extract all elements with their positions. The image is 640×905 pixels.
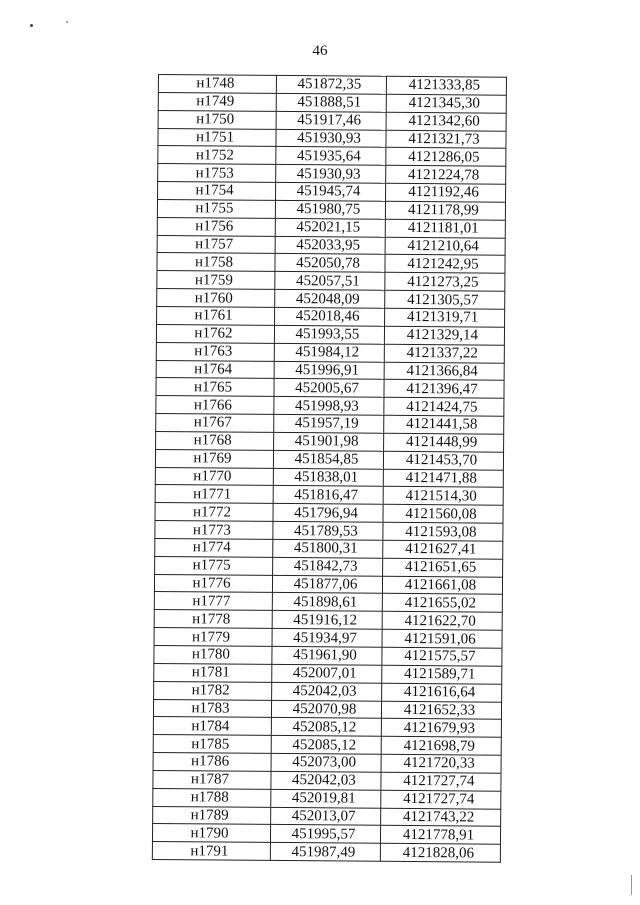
x-coordinate-cell: 451854,85 — [273, 450, 383, 469]
x-coordinate-cell: 452018,46 — [275, 307, 385, 326]
x-coordinate-cell: 452033,95 — [275, 236, 385, 255]
x-coordinate-cell: 451816,47 — [273, 486, 383, 505]
point-id-cell: н1750 — [158, 110, 276, 129]
point-id-cell: н1773 — [155, 521, 273, 540]
x-coordinate-cell: 452019,81 — [271, 789, 381, 808]
point-id-cell: н1783 — [153, 699, 271, 718]
x-coordinate-cell: 451930,93 — [276, 129, 386, 148]
y-coordinate-cell: 4121337,22 — [384, 344, 504, 363]
point-id-cell: н1752 — [158, 146, 276, 165]
x-coordinate-cell: 451888,51 — [276, 93, 386, 112]
x-coordinate-cell: 452007,01 — [272, 664, 382, 683]
point-id-cell: н1777 — [154, 592, 272, 611]
x-coordinate-cell: 451901,98 — [274, 432, 384, 451]
y-coordinate-cell: 4121593,08 — [383, 522, 503, 541]
point-id-cell: н1754 — [158, 182, 276, 201]
point-id-cell: н1780 — [154, 645, 272, 664]
y-coordinate-cell: 4121727,74 — [381, 772, 501, 791]
y-coordinate-cell: 4121698,79 — [381, 736, 501, 755]
y-coordinate-cell: 4121651,65 — [383, 558, 503, 577]
point-id-cell: н1763 — [156, 342, 274, 361]
x-coordinate-cell: 451789,53 — [273, 522, 383, 541]
point-id-cell: н1757 — [157, 235, 275, 254]
point-id-cell: н1755 — [157, 199, 275, 218]
x-coordinate-cell: 451961,90 — [272, 646, 382, 665]
y-coordinate-cell: 4121616,64 — [382, 683, 502, 702]
y-coordinate-cell: 4121514,30 — [383, 487, 503, 506]
x-coordinate-cell: 451993,55 — [274, 325, 384, 344]
y-coordinate-cell: 4121273,25 — [385, 273, 505, 292]
y-coordinate-cell: 4121396,47 — [384, 380, 504, 399]
x-coordinate-cell: 452048,09 — [275, 290, 385, 309]
y-coordinate-cell: 4121366,84 — [384, 362, 504, 381]
point-id-cell: н1786 — [153, 753, 271, 772]
y-coordinate-cell: 4121589,71 — [382, 665, 502, 684]
point-id-cell: н1779 — [154, 628, 272, 647]
y-coordinate-cell: 4121210,64 — [385, 237, 505, 256]
y-coordinate-cell: 4121319,71 — [385, 308, 505, 327]
x-coordinate-cell: 451872,35 — [276, 75, 386, 94]
y-coordinate-cell: 4121345,30 — [386, 94, 506, 113]
y-coordinate-cell: 4121178,99 — [385, 201, 505, 220]
scan-speck — [66, 21, 68, 23]
coordinates-table — [152, 74, 507, 863]
x-coordinate-cell: 451916,12 — [272, 611, 382, 630]
y-coordinate-cell: 4121448,99 — [384, 433, 504, 452]
point-id-cell: н1772 — [155, 503, 273, 522]
point-id-cell: н1774 — [155, 538, 273, 557]
x-coordinate-cell: 452042,03 — [271, 771, 381, 790]
x-coordinate-cell: 451877,06 — [272, 575, 382, 594]
y-coordinate-cell: 4121305,57 — [385, 290, 505, 309]
x-coordinate-cell: 451930,93 — [276, 165, 386, 184]
point-id-cell: н1762 — [156, 324, 274, 343]
point-id-cell: н1788 — [153, 788, 271, 807]
x-coordinate-cell: 451957,19 — [274, 414, 384, 433]
y-coordinate-cell: 4121622,70 — [382, 612, 502, 631]
y-coordinate-cell: 4121720,33 — [381, 754, 501, 773]
point-id-cell: н1764 — [156, 360, 274, 379]
point-id-cell: н1782 — [154, 681, 272, 700]
y-coordinate-cell: 4121453,70 — [383, 451, 503, 470]
y-coordinate-cell: 4121560,08 — [383, 505, 503, 524]
coordinates-table-body — [152, 75, 506, 863]
x-coordinate-cell: 451996,91 — [274, 361, 384, 380]
point-id-cell: н1748 — [158, 75, 276, 94]
point-id-cell: н1756 — [157, 217, 275, 236]
x-coordinate-cell: 451984,12 — [274, 343, 384, 362]
y-coordinate-cell: 4121329,14 — [384, 326, 504, 345]
point-id-cell: н1771 — [155, 485, 273, 504]
y-coordinate-cell: 4121591,06 — [382, 629, 502, 648]
y-coordinate-cell: 4121286,05 — [386, 148, 506, 167]
point-id-cell: н1768 — [156, 431, 274, 450]
x-coordinate-cell: 452042,03 — [272, 682, 382, 701]
x-coordinate-cell: 451998,93 — [274, 397, 384, 416]
point-id-cell: н1751 — [158, 128, 276, 147]
x-coordinate-cell: 451987,49 — [270, 843, 380, 862]
point-id-cell: н1753 — [158, 164, 276, 183]
point-id-cell: н1769 — [155, 449, 273, 468]
y-coordinate-cell: 4121652,33 — [381, 701, 501, 720]
scan-speck — [30, 24, 33, 27]
y-coordinate-cell: 4121661,08 — [382, 576, 502, 595]
y-coordinate-cell: 4121627,41 — [383, 540, 503, 559]
x-coordinate-cell: 452021,15 — [275, 218, 385, 237]
y-coordinate-cell: 4121424,75 — [384, 397, 504, 416]
point-id-cell: н1760 — [157, 289, 275, 308]
y-coordinate-cell: 4121333,85 — [386, 76, 506, 95]
y-coordinate-cell: 4121342,60 — [386, 112, 506, 131]
x-coordinate-cell: 451945,74 — [276, 182, 386, 201]
x-coordinate-cell: 452085,12 — [271, 718, 381, 737]
point-id-cell: н1781 — [154, 663, 272, 682]
point-id-cell: н1778 — [154, 610, 272, 629]
y-coordinate-cell: 4121575,57 — [382, 647, 502, 666]
point-id-cell: н1784 — [153, 717, 271, 736]
x-coordinate-cell: 451917,46 — [276, 111, 386, 130]
x-coordinate-cell: 452057,51 — [275, 272, 385, 291]
x-coordinate-cell: 452085,12 — [271, 736, 381, 755]
y-coordinate-cell: 4121224,78 — [386, 166, 506, 185]
point-id-cell: н1790 — [152, 824, 270, 843]
point-id-cell: н1759 — [157, 271, 275, 290]
table-row — [152, 842, 500, 863]
y-coordinate-cell: 4121679,93 — [381, 719, 501, 738]
point-id-cell: н1758 — [157, 253, 275, 272]
point-id-cell: н1749 — [158, 92, 276, 111]
x-coordinate-cell: 451980,75 — [275, 200, 385, 219]
point-id-cell: н1765 — [156, 378, 274, 397]
x-coordinate-cell: 451800,31 — [273, 539, 383, 558]
x-coordinate-cell: 451838,01 — [273, 468, 383, 487]
x-coordinate-cell: 452070,98 — [271, 700, 381, 719]
point-id-cell: н1767 — [156, 414, 274, 433]
x-coordinate-cell: 451934,97 — [272, 629, 382, 648]
point-id-cell: н1766 — [156, 396, 274, 415]
point-id-cell: н1787 — [153, 770, 271, 789]
x-coordinate-cell: 451898,61 — [272, 593, 382, 612]
y-coordinate-cell: 4121192,46 — [386, 183, 506, 202]
y-coordinate-cell: 4121828,06 — [380, 844, 500, 863]
x-coordinate-cell: 452013,07 — [271, 807, 381, 826]
point-id-cell: н1791 — [152, 842, 270, 861]
page-number: 46 — [312, 43, 328, 59]
point-id-cell: н1776 — [154, 574, 272, 593]
x-coordinate-cell: 452073,00 — [271, 753, 381, 772]
point-id-cell: н1761 — [157, 306, 275, 325]
y-coordinate-cell: 4121655,02 — [382, 594, 502, 613]
point-id-cell: н1785 — [153, 735, 271, 754]
x-coordinate-cell: 452050,78 — [275, 254, 385, 273]
x-coordinate-cell: 452005,67 — [274, 379, 384, 398]
point-id-cell: н1789 — [153, 806, 271, 825]
y-coordinate-cell: 4121471,88 — [383, 469, 503, 488]
point-id-cell: н1775 — [155, 556, 273, 575]
x-coordinate-cell: 451935,64 — [276, 147, 386, 166]
point-id-cell: н1770 — [155, 467, 273, 486]
y-coordinate-cell: 4121181,01 — [385, 219, 505, 238]
x-coordinate-cell: 451995,57 — [270, 825, 380, 844]
y-coordinate-cell: 4121727,74 — [381, 790, 501, 809]
x-coordinate-cell: 451796,94 — [273, 504, 383, 523]
x-coordinate-cell: 451842,73 — [273, 557, 383, 576]
margin-mark — [631, 875, 632, 895]
y-coordinate-cell: 4121743,22 — [381, 808, 501, 827]
y-coordinate-cell: 4121441,58 — [384, 415, 504, 434]
y-coordinate-cell: 4121242,95 — [385, 255, 505, 274]
y-coordinate-cell: 4121778,91 — [380, 826, 500, 845]
y-coordinate-cell: 4121321,73 — [386, 130, 506, 149]
